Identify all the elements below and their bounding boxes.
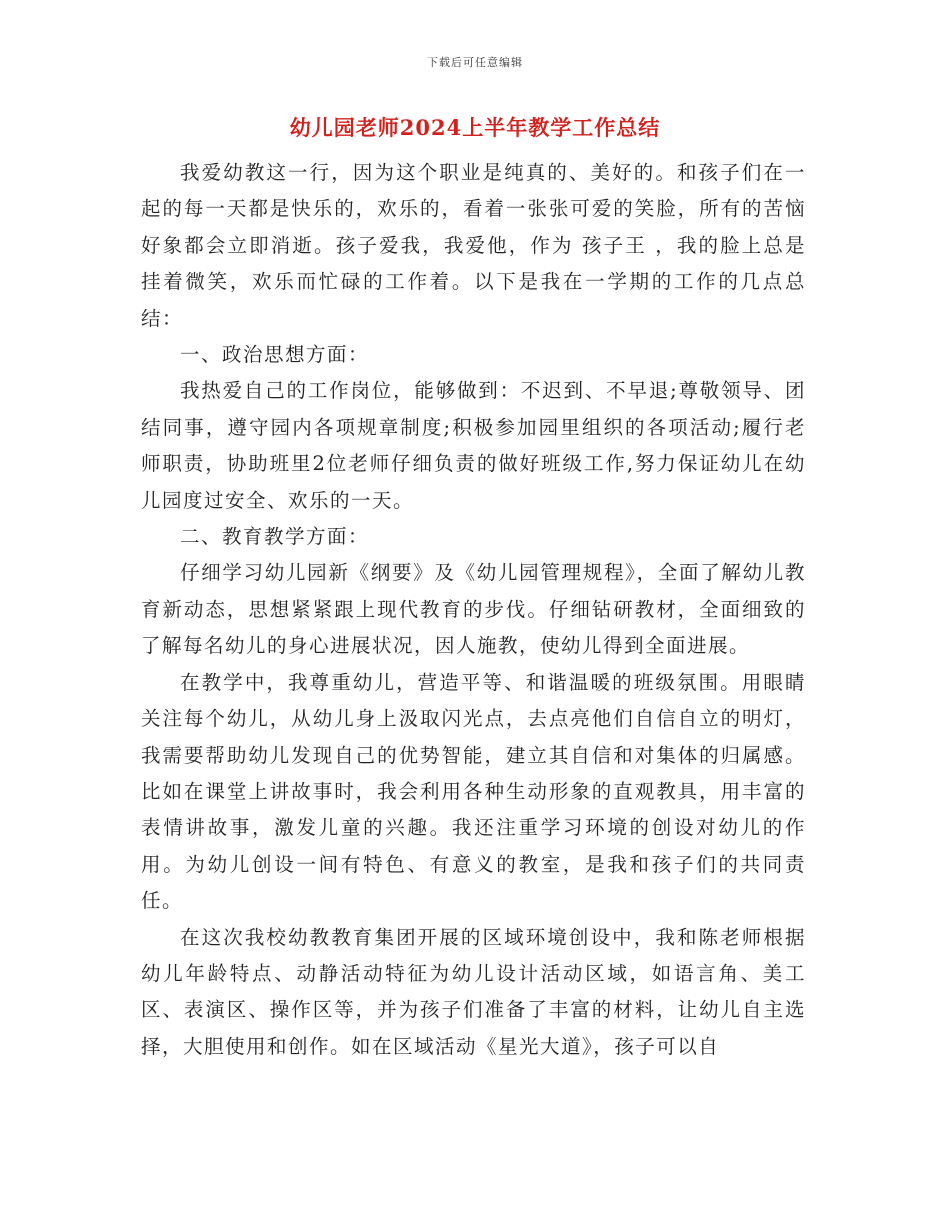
paragraph-study: 仔细学习幼儿园新《纲要》及《幼儿园管理规程》，全面了解幼儿教育新动态，思想紧紧跟上现代教育的步伐。仔细钻研教材，全面细致的了解每名幼儿的身心进展状况，因人施教，使幼儿得到全面进展。 <box>141 561 806 658</box>
section-heading-political: 一、政治思想方面： <box>180 343 370 367</box>
paragraph-intro: 我爱幼教这一行，因为这个职业是纯真的、美好的。和孩子们在一起的每一天都是快乐的，欢乐的，看着一张张可爱的笑脸，所有的苦恼好象都会立即消逝。孩子爱我，我爱他，作为 孩子王 ，我的脸上总是挂着微笑，欢乐而忙碌的工作着。以下是我在一学期的工作的几点总结： <box>141 161 806 330</box>
section-heading-teaching: 二、教育教学方面： <box>180 525 370 549</box>
paragraph-political: 我热爱自己的工作岗位，能够做到：不迟到、不早退;尊敬领导、团结同事，遵守园内各项规章制度;积极参加园里组织的各项活动;履行老师职责，协助班里2位老师仔细负责的做好班级工作,努力保证幼儿在幼儿园度过安全、欢乐的一天。 <box>141 379 806 512</box>
page-header-note: 下载后可任意编辑 <box>427 56 523 69</box>
document-title: 幼儿园老师2024上半年教学工作总结 <box>289 115 661 140</box>
paragraph-classroom: 在教学中，我尊重幼儿，营造平等、和谐温暖的班级氛围。用眼睛关注每个幼儿，从幼儿身上汲取闪光点，去点亮他们自信自立的明灯，我需要帮助幼儿发现自己的优势智能，建立其自信和对集体的归属感。比如在课堂上讲故事时，我会利用各种生动形象的直观教具，用丰富的表情讲故事，激发儿童的兴趣。我还注重学习环境的创设对幼儿的作用。为幼儿创设一间有特色、有意义的教室，是我和孩子们的共同责任。 <box>141 670 806 913</box>
paragraph-environment: 在这次我校幼教教育集团开展的区域环境创设中，我和陈老师根据幼儿年龄特点、动静活动特征为幼儿设计活动区域，如语言角、美工区、表演区、操作区等，并为孩子们准备了丰富的材料，让幼儿自主选择，大胆使用和创作。如在区域活动《星光大道》，孩子可以自 <box>141 925 806 1058</box>
document-body <box>141 155 806 1065</box>
